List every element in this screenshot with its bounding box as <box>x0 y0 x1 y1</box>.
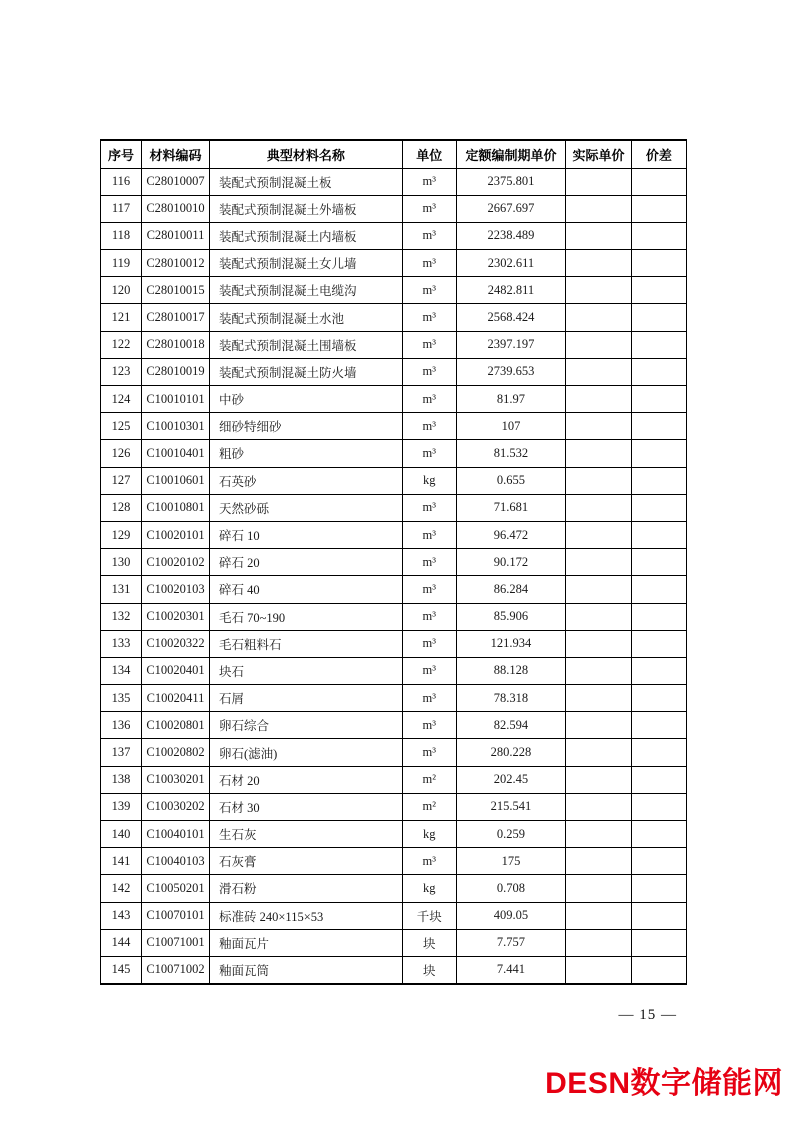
cell-price-diff <box>631 250 686 277</box>
cell-code: C10071001 <box>142 929 210 956</box>
cell-price-diff <box>631 440 686 467</box>
header-quota-price: 定额编制期单价 <box>456 140 566 168</box>
table-row <box>101 630 687 657</box>
table-row <box>101 821 687 848</box>
cell-actual-price <box>566 250 632 277</box>
cell-price-diff <box>631 222 686 249</box>
table-row <box>101 222 687 249</box>
cell-quota-price: 0.259 <box>456 821 566 848</box>
cell-serial: 122 <box>101 331 142 358</box>
cell-code: C10020802 <box>142 739 210 766</box>
cell-code: C10030201 <box>142 766 210 793</box>
cell-serial: 145 <box>101 956 142 983</box>
cell-quota-price: 107 <box>456 413 566 440</box>
cell-price-diff <box>631 848 686 875</box>
cell-quota-price: 175 <box>456 848 566 875</box>
cell-price-diff <box>631 277 686 304</box>
table-row <box>101 685 687 712</box>
cell-serial: 137 <box>101 739 142 766</box>
cell-price-diff <box>631 331 686 358</box>
table-row <box>101 739 687 766</box>
cell-unit: m³ <box>402 630 456 657</box>
cell-quota-price: 96.472 <box>456 521 566 548</box>
cell-name: 装配式预制混凝土水池 <box>209 304 402 331</box>
header-code: 材料编码 <box>142 140 210 168</box>
cell-unit: 块 <box>402 956 456 983</box>
cell-code: C10040103 <box>142 848 210 875</box>
table-row <box>101 549 687 576</box>
cell-serial: 117 <box>101 195 142 222</box>
cell-serial: 123 <box>101 358 142 385</box>
cell-unit: m³ <box>402 386 456 413</box>
cell-actual-price <box>566 848 632 875</box>
cell-actual-price <box>566 440 632 467</box>
cell-quota-price: 88.128 <box>456 657 566 684</box>
table-row <box>101 521 687 548</box>
cell-name: 装配式预制混凝土内墙板 <box>209 222 402 249</box>
cell-price-diff <box>631 576 686 603</box>
cell-actual-price <box>566 386 632 413</box>
table-row <box>101 358 687 385</box>
cell-serial: 121 <box>101 304 142 331</box>
cell-price-diff <box>631 766 686 793</box>
cell-price-diff <box>631 358 686 385</box>
cell-name: 碎石 10 <box>209 521 402 548</box>
cell-code: C10020801 <box>142 712 210 739</box>
cell-code: C10020101 <box>142 521 210 548</box>
cell-unit: m³ <box>402 222 456 249</box>
table-row <box>101 331 687 358</box>
cell-quota-price: 78.318 <box>456 685 566 712</box>
cell-price-diff <box>631 195 686 222</box>
cell-serial: 138 <box>101 766 142 793</box>
cell-actual-price <box>566 576 632 603</box>
cell-unit: m³ <box>402 277 456 304</box>
cell-actual-price <box>566 739 632 766</box>
cell-name: 天然砂砾 <box>209 494 402 521</box>
cell-actual-price <box>566 712 632 739</box>
cell-serial: 118 <box>101 222 142 249</box>
table-row <box>101 304 687 331</box>
cell-unit: kg <box>402 467 456 494</box>
cell-code: C10040101 <box>142 821 210 848</box>
cell-name: 石屑 <box>209 685 402 712</box>
cell-code: C10020322 <box>142 630 210 657</box>
cell-quota-price: 2482.811 <box>456 277 566 304</box>
cell-name: 釉面瓦片 <box>209 929 402 956</box>
table-row <box>101 168 687 195</box>
cell-name: 碎石 20 <box>209 549 402 576</box>
cell-actual-price <box>566 956 632 983</box>
table-row <box>101 494 687 521</box>
site-watermark-logo: DESN数字储能网 <box>545 1067 783 1100</box>
cell-name: 碎石 40 <box>209 576 402 603</box>
cell-quota-price: 81.532 <box>456 440 566 467</box>
cell-code: C10030202 <box>142 793 210 820</box>
cell-actual-price <box>566 494 632 521</box>
cell-actual-price <box>566 467 632 494</box>
cell-price-diff <box>631 739 686 766</box>
table-row <box>101 195 687 222</box>
table-row <box>101 250 687 277</box>
table-row <box>101 875 687 902</box>
cell-quota-price: 0.708 <box>456 875 566 902</box>
cell-code: C10010301 <box>142 413 210 440</box>
cell-unit: m³ <box>402 549 456 576</box>
cell-unit: m³ <box>402 304 456 331</box>
cell-name: 卵石综合 <box>209 712 402 739</box>
cell-serial: 136 <box>101 712 142 739</box>
cell-quota-price: 7.757 <box>456 929 566 956</box>
cell-actual-price <box>566 902 632 929</box>
table-row <box>101 956 687 983</box>
cell-quota-price: 0.655 <box>456 467 566 494</box>
cell-serial: 142 <box>101 875 142 902</box>
cell-price-diff <box>631 902 686 929</box>
cell-actual-price <box>566 549 632 576</box>
cell-actual-price <box>566 929 632 956</box>
cell-serial: 119 <box>101 250 142 277</box>
cell-code: C28010015 <box>142 277 210 304</box>
cell-serial: 144 <box>101 929 142 956</box>
cell-unit: m² <box>402 793 456 820</box>
cell-price-diff <box>631 413 686 440</box>
cell-price-diff <box>631 821 686 848</box>
table-row <box>101 277 687 304</box>
header-serial: 序号 <box>101 140 142 168</box>
cell-unit: m³ <box>402 712 456 739</box>
cell-name: 装配式预制混凝土电缆沟 <box>209 277 402 304</box>
cell-unit: m³ <box>402 413 456 440</box>
cell-unit: kg <box>402 821 456 848</box>
table-row <box>101 413 687 440</box>
cell-price-diff <box>631 875 686 902</box>
cell-quota-price: 86.284 <box>456 576 566 603</box>
cell-serial: 134 <box>101 657 142 684</box>
cell-price-diff <box>631 467 686 494</box>
cell-serial: 120 <box>101 277 142 304</box>
cell-actual-price <box>566 875 632 902</box>
cell-name: 中砂 <box>209 386 402 413</box>
cell-price-diff <box>631 929 686 956</box>
cell-serial: 127 <box>101 467 142 494</box>
cell-serial: 133 <box>101 630 142 657</box>
cell-unit: m³ <box>402 331 456 358</box>
cell-actual-price <box>566 331 632 358</box>
cell-unit: m³ <box>402 494 456 521</box>
cell-serial: 140 <box>101 821 142 848</box>
cell-name: 石英砂 <box>209 467 402 494</box>
cell-unit: m³ <box>402 440 456 467</box>
header-row <box>101 140 687 168</box>
cell-serial: 130 <box>101 549 142 576</box>
cell-actual-price <box>566 685 632 712</box>
cell-name: 装配式预制混凝土女儿墙 <box>209 250 402 277</box>
cell-unit: m³ <box>402 358 456 385</box>
cell-actual-price <box>566 168 632 195</box>
cell-name: 滑石粉 <box>209 875 402 902</box>
cell-actual-price <box>566 222 632 249</box>
cell-code: C28010011 <box>142 222 210 249</box>
cell-serial: 131 <box>101 576 142 603</box>
cell-serial: 132 <box>101 603 142 630</box>
cell-serial: 124 <box>101 386 142 413</box>
cell-code: C10010401 <box>142 440 210 467</box>
cell-quota-price: 7.441 <box>456 956 566 983</box>
cell-name: 毛石 70~190 <box>209 603 402 630</box>
cell-quota-price: 2238.489 <box>456 222 566 249</box>
cell-code: C28010007 <box>142 168 210 195</box>
cell-actual-price <box>566 195 632 222</box>
cell-name: 石材 30 <box>209 793 402 820</box>
cell-quota-price: 2397.197 <box>456 331 566 358</box>
cell-actual-price <box>566 521 632 548</box>
cell-name: 生石灰 <box>209 821 402 848</box>
cell-unit: m² <box>402 766 456 793</box>
cell-price-diff <box>631 304 686 331</box>
header-price-diff: 价差 <box>631 140 686 168</box>
cell-unit: m³ <box>402 848 456 875</box>
cell-code: C10010801 <box>142 494 210 521</box>
cell-quota-price: 121.934 <box>456 630 566 657</box>
cell-unit: m³ <box>402 576 456 603</box>
cell-name: 釉面瓦筒 <box>209 956 402 983</box>
materials-price-table <box>100 139 687 985</box>
cell-serial: 125 <box>101 413 142 440</box>
cell-actual-price <box>566 630 632 657</box>
cell-name: 石灰膏 <box>209 848 402 875</box>
header-name: 典型材料名称 <box>209 140 402 168</box>
cell-serial: 128 <box>101 494 142 521</box>
cell-serial: 141 <box>101 848 142 875</box>
table-row <box>101 793 687 820</box>
table-row <box>101 467 687 494</box>
cell-unit: m³ <box>402 250 456 277</box>
cell-code: C10070101 <box>142 902 210 929</box>
cell-unit: m³ <box>402 195 456 222</box>
cell-quota-price: 409.05 <box>456 902 566 929</box>
table-row <box>101 902 687 929</box>
cell-code: C10020301 <box>142 603 210 630</box>
cell-unit: m³ <box>402 521 456 548</box>
cell-serial: 129 <box>101 521 142 548</box>
cell-code: C10020103 <box>142 576 210 603</box>
cell-code: C10071002 <box>142 956 210 983</box>
cell-name: 细砂特细砂 <box>209 413 402 440</box>
table-row <box>101 766 687 793</box>
table-row <box>101 712 687 739</box>
cell-serial: 143 <box>101 902 142 929</box>
cell-price-diff <box>631 956 686 983</box>
cell-unit: m³ <box>402 739 456 766</box>
table-row <box>101 657 687 684</box>
cell-actual-price <box>566 657 632 684</box>
table-row <box>101 576 687 603</box>
cell-quota-price: 215.541 <box>456 793 566 820</box>
cell-quota-price: 90.172 <box>456 549 566 576</box>
cell-unit: kg <box>402 875 456 902</box>
cell-price-diff <box>631 603 686 630</box>
cell-actual-price <box>566 413 632 440</box>
cell-quota-price: 2739.653 <box>456 358 566 385</box>
cell-unit: 千块 <box>402 902 456 929</box>
cell-quota-price: 280.228 <box>456 739 566 766</box>
cell-actual-price <box>566 358 632 385</box>
cell-quota-price: 81.97 <box>456 386 566 413</box>
cell-name: 标准砖 240×115×53 <box>209 902 402 929</box>
cell-code: C10010601 <box>142 467 210 494</box>
cell-price-diff <box>631 168 686 195</box>
cell-name: 粗砂 <box>209 440 402 467</box>
table-row <box>101 929 687 956</box>
cell-actual-price <box>566 821 632 848</box>
cell-price-diff <box>631 521 686 548</box>
cell-serial: 135 <box>101 685 142 712</box>
cell-actual-price <box>566 793 632 820</box>
header-unit: 单位 <box>402 140 456 168</box>
cell-quota-price: 2302.611 <box>456 250 566 277</box>
cell-serial: 116 <box>101 168 142 195</box>
cell-unit: 块 <box>402 929 456 956</box>
cell-quota-price: 2568.424 <box>456 304 566 331</box>
cell-name: 卵石(滤油) <box>209 739 402 766</box>
cell-price-diff <box>631 386 686 413</box>
cell-actual-price <box>566 766 632 793</box>
cell-actual-price <box>566 277 632 304</box>
cell-unit: m³ <box>402 657 456 684</box>
cell-code: C10020102 <box>142 549 210 576</box>
cell-name: 毛石粗料石 <box>209 630 402 657</box>
cell-serial: 126 <box>101 440 142 467</box>
cell-unit: m³ <box>402 603 456 630</box>
cell-price-diff <box>631 630 686 657</box>
cell-unit: m³ <box>402 168 456 195</box>
cell-price-diff <box>631 712 686 739</box>
cell-quota-price: 202.45 <box>456 766 566 793</box>
cell-quota-price: 82.594 <box>456 712 566 739</box>
table-row <box>101 386 687 413</box>
cell-code: C28010010 <box>142 195 210 222</box>
cell-name: 石材 20 <box>209 766 402 793</box>
cell-code: C28010012 <box>142 250 210 277</box>
cell-name: 装配式预制混凝土防火墙 <box>209 358 402 385</box>
cell-unit: m³ <box>402 685 456 712</box>
cell-quota-price: 2667.697 <box>456 195 566 222</box>
cell-code: C10020401 <box>142 657 210 684</box>
cell-serial: 139 <box>101 793 142 820</box>
cell-price-diff <box>631 657 686 684</box>
cell-quota-price: 2375.801 <box>456 168 566 195</box>
cell-price-diff <box>631 793 686 820</box>
cell-code: C28010017 <box>142 304 210 331</box>
table-body <box>101 168 687 984</box>
header-actual-price: 实际单价 <box>566 140 632 168</box>
cell-price-diff <box>631 685 686 712</box>
cell-code: C10010101 <box>142 386 210 413</box>
table-row <box>101 603 687 630</box>
cell-code: C10020411 <box>142 685 210 712</box>
cell-name: 装配式预制混凝土外墙板 <box>209 195 402 222</box>
table-row <box>101 440 687 467</box>
cell-actual-price <box>566 304 632 331</box>
cell-price-diff <box>631 549 686 576</box>
page-number: — 15 — <box>618 1007 677 1023</box>
table-row <box>101 848 687 875</box>
cell-code: C28010018 <box>142 331 210 358</box>
cell-actual-price <box>566 603 632 630</box>
cell-code: C10050201 <box>142 875 210 902</box>
cell-name: 装配式预制混凝土围墙板 <box>209 331 402 358</box>
cell-name: 块石 <box>209 657 402 684</box>
cell-name: 装配式预制混凝土板 <box>209 168 402 195</box>
cell-code: C28010019 <box>142 358 210 385</box>
cell-price-diff <box>631 494 686 521</box>
cell-quota-price: 71.681 <box>456 494 566 521</box>
cell-quota-price: 85.906 <box>456 603 566 630</box>
